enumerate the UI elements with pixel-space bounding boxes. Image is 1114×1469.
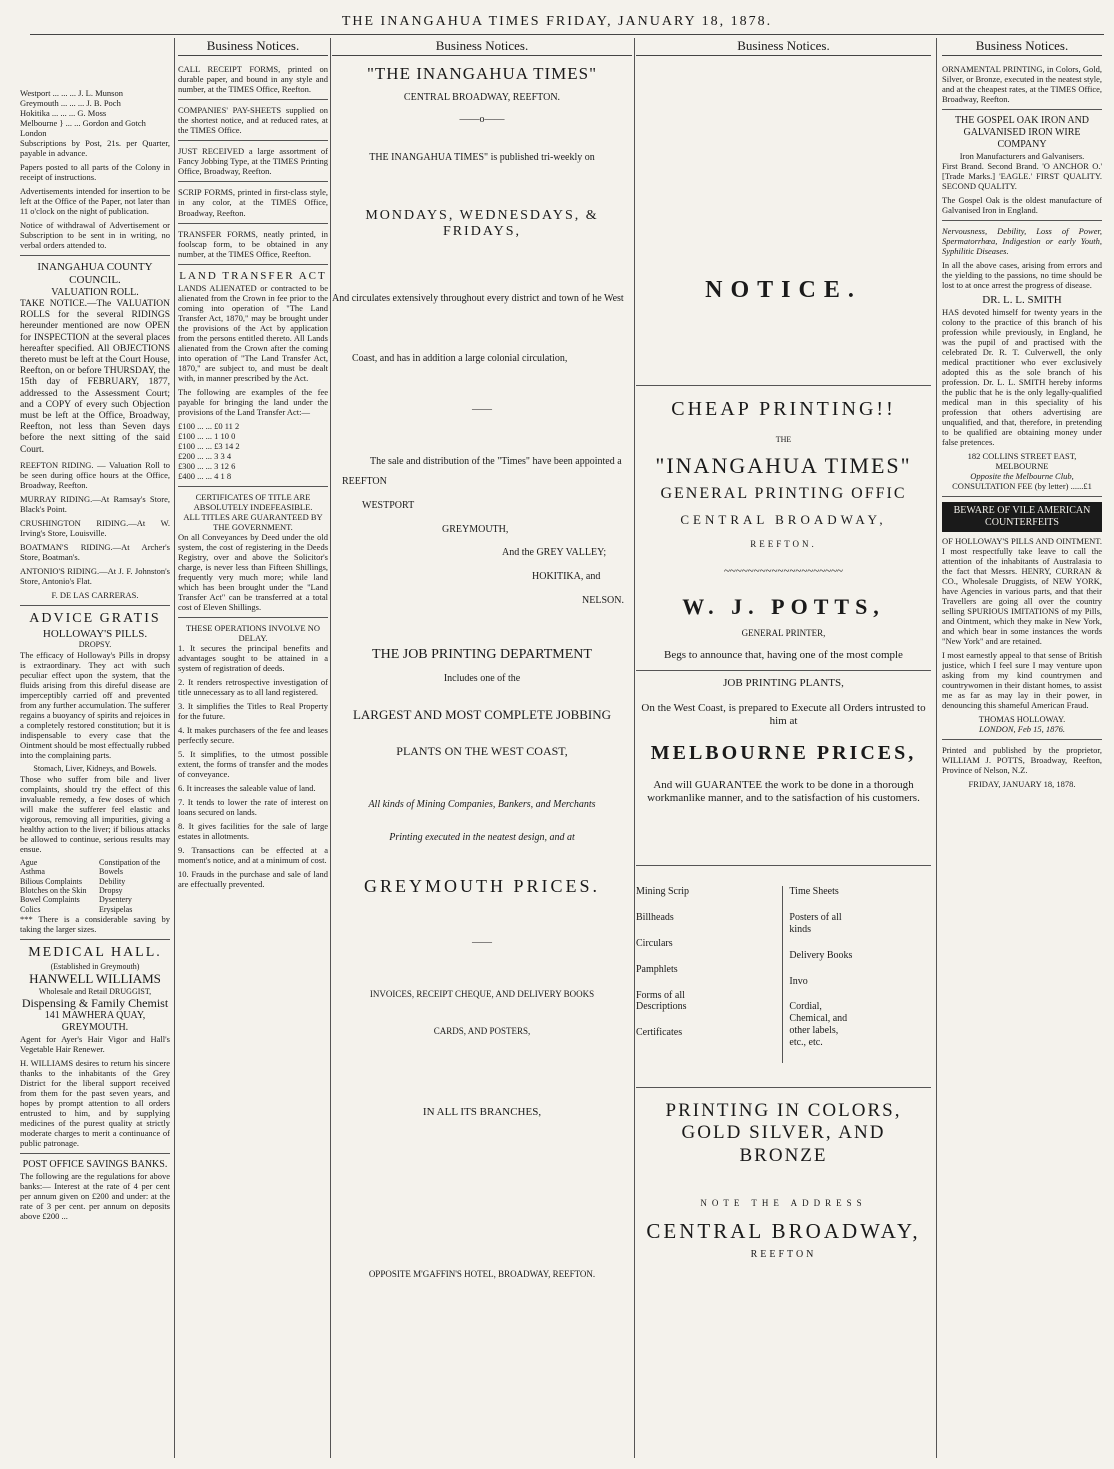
column-5	[942, 38, 1102, 1458]
agent-line: Westport ... ... ... J. L. Munson	[20, 88, 123, 98]
central-broadway-large: CENTRAL BROADWAY,	[646, 1218, 921, 1243]
council-notice: TAKE NOTICE.—The VALUATION ROLLS for the several RIDINGS hereunder mentioned are now OPEN for INSPECTION at the several places hereafter specified. All OBJECTIONS thereto must be left at the Court House, Reefton, on or before THURSDAY, the 15th day of FEBRUARY, 1877, addressed to the Assessment Court; and a COPY of every such Objection must be left at the Office, Broadway, Reefton, not less than Seven days before the next sitting of the said Court.	[20, 298, 170, 455]
lta-heading: LAND TRANSFER ACT	[179, 269, 327, 282]
holloway-signature: THOMAS HOLLOWAY.	[978, 714, 1066, 725]
nervousness-heading: Nervousness, Debility, Loss of Power, Spermatorrhœa, Indigestion or early Youth, Syphilitic Diseases.	[942, 225, 1102, 256]
colors-heading: PRINTING IN COLORS, GOLD SILVER, AND BRONZE	[665, 1099, 902, 1167]
saving-note: *** There is a considerable saving by taking the larger sizes.	[20, 914, 170, 935]
publication-days: MONDAYS, WEDNESDAYS, & FRIDAYS,	[365, 207, 599, 240]
diseases-list	[20, 858, 170, 915]
medical-address: 141 MAWHERA QUAY, GREYMOUTH.	[44, 1010, 146, 1033]
cards-text: CARDS, AND POSTERS,	[433, 1025, 531, 1036]
circulation-text: And circulates extensively throughout every district and town of he West	[332, 292, 624, 304]
town-item: WESTPORT	[362, 499, 415, 511]
advantage-item: 9. Transactions can be effected at a moment's notice, and at a minimum of cost.	[178, 845, 328, 866]
gospel-oak-note: The Gospel Oak is the oldest manufacture of Galvanised Iron in England.	[942, 194, 1102, 215]
column-header: Business Notices.	[942, 38, 1102, 56]
begs-text: Begs to announce that, having one of the most comple	[664, 648, 903, 661]
neat-text: Printing executed in the neatest design, and at	[389, 832, 575, 844]
delay-heading: THESE OPERATIONS INVOLVE NO DELAY.	[185, 623, 321, 644]
column-divider	[330, 38, 331, 1458]
dropsy-text: The efficacy of Holloway's Pills in dropsy is extraordinary. They act with such peculiar effect upon the system, that the fluids arising from this direful disease are imperceptibly carried off and prevented from any further accumulation. The sufferer regains a buoyancy of spirits and rejoices in a completely restored constitution; but it is indispensable to every case that the Ointment should be most effectually rubbed into the complaining parts.	[20, 649, 170, 761]
williams-text: H. WILLIAMS desires to return his sincere thanks to the inhabitants of the Grey District for the liberal support received from them for the past seven years, and hopes by prompt attention to all orders entrusted to him, and by supplying medicines of the purest quality at strictly moderate charges to merit a continuance of public patronage.	[20, 1057, 170, 1148]
town-item: HOKITIKA, and	[532, 571, 601, 583]
central-broadway: CENTRAL BROADWAY,	[680, 511, 887, 527]
hanwell-name: HANWELL WILLIAMS	[29, 971, 161, 987]
advantage-item: 8. It gives facilities for the sale of large estates in allotments.	[178, 821, 328, 842]
advantage-item: 2. It renders retrospective investigation of title unnecessary as to all land registered.	[178, 677, 328, 698]
service-item: Time Sheets	[789, 886, 839, 898]
service-item: Cordial, Chemical, and other labels, etc., etc.	[789, 1001, 848, 1048]
largest-heading: LARGEST AND MOST COMPLETE JOBBING	[352, 707, 612, 723]
dispensing-label: Dispensing & Family Chemist	[21, 996, 169, 1011]
advantage-item: 5. It simplifies, to the utmost possible extent, the forms of transfer and the modes of conveyance.	[178, 749, 328, 780]
appeal-text: I most earnestly appeal to that sense of British justice, which I feel sure I may venture upon asking from my kind countrymen and countrywomen in their distant homes, to assist me as far as may lay in their power, in denouncing this shameful American Fraud.	[942, 649, 1102, 711]
column-1	[20, 38, 170, 1458]
disease-item: Erysipelas	[99, 904, 133, 914]
subscription-note: Advertisements intended for insertion to be left at the Office of the Paper, not later than 11 o'clock on the night of publication.	[20, 186, 170, 217]
gospel-oak-sub: Iron Manufacturers and Galvanisers.	[959, 150, 1085, 161]
riding-item: MURRAY RIDING.—At Ramsay's Store, Black's Point.	[20, 493, 170, 514]
fee-line: £200 ... ... 3 3 4	[178, 450, 232, 461]
nervousness-text: In all the above cases, arising from errors and the yielding to the passions, no time should be lost to at once arrest the progress of disease.	[942, 259, 1102, 290]
beware-banner: BEWARE OF VILE AMERICAN COUNTERFEITS	[942, 502, 1102, 532]
service-item: Pamphlets	[636, 963, 678, 975]
riding-item: BOATMAN'S RIDING.—At Archer's Store, Boatman's.	[20, 541, 170, 562]
town-item: GREYMOUTH,	[442, 523, 509, 535]
town-item: And the GREY VALLEY;	[502, 547, 607, 559]
holloway-heading: HOLLOWAY'S PILLS.	[42, 627, 148, 640]
disease-item: Dropsy	[99, 885, 123, 895]
smith-address: 182 COLLINS STREET EAST, MELBOURNE	[967, 451, 1077, 472]
smith-opposite: Opposite the Melbourne Club,	[970, 471, 1074, 482]
invoices-text: INVOICES, RECEIPT CHEQUE, AND DELIVERY BOOKS	[369, 989, 595, 1000]
fee-line: £100 ... ... 1 10 0	[178, 430, 236, 441]
type-ad: JUST RECEIVED a large assortment of Fancy Jobbing Type, at the TIMES Printing Office, Broadway, Reefton.	[178, 146, 328, 177]
the-label: THE	[775, 435, 792, 445]
column-header: Business Notices.	[636, 38, 931, 56]
column-divider	[936, 38, 937, 1458]
times-title: "THE INANGAHUA TIMES"	[366, 64, 598, 84]
ornamental-ad: ORNAMENTAL PRINTING, in Colors, Gold, Silver, or Bronze, executed in the neatest style, and at the cheapest rates, at the TIMES Office, Broadway, Reefton.	[942, 64, 1102, 105]
cert-heading: CERTIFICATES OF TITLE ARE ABSOLUTELY INDEFEASIBLE.	[193, 491, 313, 512]
guarantee-text: And will GUARANTEE the work to be done in a thorough workmanlike manner, and to the satisfaction of his customers.	[647, 779, 920, 805]
transfer-ad: TRANSFER FORMS, neatly printed, in foolscap form, to be obtained in any number, at the TIMES Office, Reefton.	[178, 228, 328, 259]
riding-item: ANTONIO'S RIDING.—At J. F. Johnston's Store, Antonio's Flat.	[20, 565, 170, 586]
advantage-item: 3. It simplifies the Titles to Real Property for the future.	[178, 701, 328, 722]
disease-item: Asthma	[20, 867, 45, 877]
medical-hall-sub: (Established in Greymouth)	[50, 961, 140, 971]
greymouth-prices: GREYMOUTH PRICES.	[363, 876, 601, 897]
service-item: Certificates	[636, 1027, 683, 1039]
column-3: Business Notices. "THE INANGAHUA TIMES" CENTRAL BROADWAY, REEFTON. ——o—— THE INANGAHUA TIMES" is published tri-weekly on MONDAYS, WEDNESDAYS, & FRIDAYS, And circulates extensively throughout every district and town of he West Coast, and has in addition a large colonial circulation, —— The sale and distribution of the "Times" have been appointed a REEFTON WESTPORT GREYMOUTH, And the GREY VALLEY; HOKITIKA, and NELSON. THE JOB PRINTING DEPARTMENT Includes one of the LARGEST AND MOST COMPLETE JOBBING PLANTS ON THE WEST COAST, All kinds of Mining Companies, Bankers, and Merchants Printing executed in the neatest design, and at GREYMOUTH PRICES. —— INVOICES, RECEIPT CHEQUE, AND DELIVERY BOOKS CARDS, AND POSTERS, IN ALL ITS BRANCHES, OPPOSITE M'GAFFIN'S HOTEL, BROADWAY, REEFTON.	[332, 38, 632, 1458]
council-signature: F. DE LAS CARRERAS.	[51, 589, 139, 600]
advantages-list	[178, 643, 328, 889]
disease-item: Blotches on the Skin	[20, 885, 87, 895]
consultation-fee: CONSULTATION FEE (by letter) ......£1	[952, 481, 1092, 492]
brands-text: First Brand. Second Brand. 'O ANCHOR O.' [Trade Marks.] 'EAGLE.' FIRST QUALITY. SECOND QUALITY.	[942, 160, 1102, 191]
includes-text: Includes one of the	[443, 673, 521, 685]
agent-line: Greymouth ... ... ... J. B. Poch	[20, 98, 121, 109]
service-item: Forms of all Descriptions	[636, 989, 687, 1013]
services-table	[636, 886, 931, 1062]
gospel-oak-heading: THE GOSPEL OAK IRON AND GALVANISED IRON WIRE COMPANY	[954, 115, 1090, 150]
coast-text: Coast, and has in addition a large colonial circulation,	[352, 352, 568, 364]
fee-line: £300 ... ... 3 12 6	[178, 460, 236, 471]
payslips-ad: COMPANIES' PAY-SHEETS supplied on the shortest notice, and at reduced rates, at the TIMES Office.	[178, 105, 328, 136]
town-item: REEFTON	[342, 475, 387, 487]
column-4: Business Notices. NOTICE. CHEAP PRINTING!! THE "INANGAHUA TIMES" GENERAL PRINTING OFFIC CENTRAL BROADWAY, REEFTON. ~~~~~~~~~~~~~~~~~~~~ W. J. POTTS, GENERAL PRINTER, Begs to announce that, having one of the most comple JOB PRINTING PLANTS, On the West Coast, is prepared to Execute all Orders intrusted to him at MELBOURNE PRICES, And will GUARANTEE the work to be done in a thorough workmanlike manner, and to the satisfaction of his customers. Mining Scrip Billheads Circulars Pamphlets Forms of all Descriptions Certificates Time Sheets Posters of all kinds Delivery Books Invo Cordial, Chemical, and other labels, etc., etc. PRINTING IN COLORS, GOLD SILVER, AND BRONZE NOTE THE ADDRESS CENTRAL BROADWAY, REEFTON	[636, 38, 931, 1458]
agent-note: Agent for Ayer's Hair Vigor and Hall's Vegetable Hair Renewer.	[20, 1033, 170, 1054]
masthead-rule	[30, 34, 1104, 35]
scrip-ad: SCRIP FORMS, printed in first-class style, in any color, at the TIMES Office, Broadway, Reefton.	[178, 187, 328, 218]
advice-heading: ADVICE GRATIS	[29, 611, 161, 626]
savings-heading: POST OFFICE SAVINGS BANKS.	[22, 1158, 168, 1170]
subscription-note: Subscriptions by Post, 21s. per Quarter, payable in advance.	[20, 138, 170, 159]
job-printing-plants: JOB PRINTING PLANTS,	[636, 670, 931, 690]
reefton-label: REEFTON.	[750, 538, 817, 549]
dr-smith-text: HAS devoted himself for twenty years in the colony to the practice of this branch of his profession while previously, in England, he was the pupil of and practised with the celebrated Dr. R. T. Culverwell, the only medical practitioner who ever exclusively adopted this as the sole branch of his profession. Dr. L. L. SMITH hereby informs the public that he is the only legally-qualified medical man in this speciality of his profession that others advertising are unqualified, and that, therefore, in pretending to be qualified are obtaining money under false pretences.	[942, 306, 1102, 448]
imprint-date: FRIDAY, JANUARY 18, 1878.	[968, 779, 1076, 790]
agent-line: Hokitika ... ... ... G. Moss	[20, 108, 107, 119]
disease-item: Bowel Complaints	[20, 895, 80, 905]
lta-text: LANDS ALIENATED or contracted to be alienated from the Crown in fee prior to the coming into operation of "The Land Transfer Act, 1870," may be brought under the provisions of the Act by application from the persons entitled thereto. All Lands alienated from the Crown after the coming into operation of "The Land Transfer Act, 1870," are subject to, and must be dealt with, in manner prescribed by the Act.	[178, 282, 328, 383]
general-printing-office: GENERAL PRINTING OFFIC	[660, 484, 907, 502]
savings-text: The following are the regulations for above banks:— Interest at the rate of 4 per cent per annum given on £200 and under: at the rate of 3 per cent. per annum on deposits above £200 ...	[20, 1170, 170, 1221]
advantage-item: 4. It makes purchasers of the fee and leases perfectly secure.	[178, 725, 328, 746]
disease-item: Constipation of the Bowels	[99, 857, 161, 877]
service-item: Circulars	[636, 937, 673, 949]
guarantee-heading: ALL TITLES ARE GUARANTEED BY THE GOVERNMENT.	[183, 511, 323, 532]
west-coast-text: On the West Coast, is prepared to Execute all Orders intrusted to him at	[641, 701, 926, 727]
service-item: Delivery Books	[789, 949, 853, 961]
office-address: OPPOSITE M'GAFFIN'S HOTEL, BROADWAY, REEFTON.	[368, 1269, 596, 1280]
fee-line: £400 ... ... 4 1 8	[178, 470, 232, 481]
council-heading: INANGAHUA COUNTY COUNCIL.	[37, 261, 153, 287]
advantage-item: 7. It tends to lower the rate of interest on loans secured on lands.	[178, 797, 328, 818]
general-printer: GENERAL PRINTER,	[741, 628, 826, 639]
service-item: Posters of all kinds	[789, 912, 842, 935]
plants-heading: PLANTS ON THE WEST COAST,	[396, 744, 568, 759]
disease-item: Debility	[99, 876, 126, 886]
stomach-text: Those who suffer from bile and liver complaints, should try the effect of this invaluable remedy, a few doses of which will make the sufferer feel elastic and vigorous, removing all impurities, giving a healthy action to the liver; if bilious attacks be allowed to continue, serious results may ensue.	[20, 773, 170, 854]
sale-text: The sale and distribution of the "Times" have been appointed a	[370, 456, 622, 468]
service-item: Invo	[789, 975, 808, 987]
counterfeit-text: OF HOLLOWAY'S PILLS AND OINTMENT. I most respectfully take leave to call the attention of the inhabitants of Australasia to the fact that Messrs. HENRY, CURRAN & CO., Wholesale Druggists, of NEW YORK, have Agencies in various parts, and that their Travellers are going all over the country selling SPURIOUS IMITATIONS of my Pills, and Ointment, which they make in New York, and which bear in some instances the words "New York" and are retained.	[942, 535, 1102, 646]
fees-list	[178, 421, 328, 481]
column-divider	[174, 38, 175, 1458]
fees-text: The following are examples of the fee payable for bringing the land under the provisions of the Land Transfer Act:—	[178, 386, 328, 417]
masthead: THE INANGAHUA TIMES FRIDAY, JANUARY 18, 1878.	[341, 14, 773, 29]
signature-date: LONDON, Feb 15, 1876.	[979, 724, 1065, 735]
guarantee-text: On all Conveyances by Deed under the old system, the cost of registering in the Deeds Registry, over and above the Solicitor's charge, is never less than Fifteen Shillings, frequently very much more; while land which has been brought under the "Land Transfer Act" can be transferred at a total cost of Eleven Shillings.	[178, 531, 328, 612]
town-item: NELSON.	[582, 594, 624, 606]
column-2	[178, 38, 328, 1458]
advantage-item: 6. It increases the saleable value of land.	[178, 783, 316, 794]
published-note: THE INANGAHUA TIMES" is published tri-weekly on	[369, 151, 595, 163]
melbourne-prices: MELBOURNE PRICES,	[650, 741, 917, 764]
times-place: CENTRAL BROADWAY, REEFTON.	[403, 92, 561, 104]
printer-imprint: Printed and published by the proprietor, WILLIAM J. POTTS, Broadway, Reefton, Province of Nelson, N.Z.	[942, 745, 1102, 776]
cheap-printing-heading: CHEAP PRINTING!!	[671, 397, 896, 420]
note-address: NOTE THE ADDRESS	[700, 1197, 867, 1208]
agent-line: London	[20, 128, 47, 139]
column-divider	[634, 38, 635, 1458]
stomach-heading: Stomach, Liver, Kidneys, and Bowels.	[33, 764, 157, 774]
job-dept-heading: THE JOB PRINTING DEPARTMENT	[372, 646, 592, 662]
branches-text: IN ALL ITS BRANCHES,	[422, 1106, 542, 1119]
inangahua-times-title: "INANGAHUA TIMES"	[655, 452, 912, 478]
subscription-note: Notice of withdrawal of Advertisement or Subscription to be sent in in writing, no verbal orders attended to.	[20, 220, 170, 251]
druggist-label: Wholesale and Retail DRUGGIST,	[38, 986, 152, 996]
fee-line: £100 ... ... £3 14 2	[178, 440, 240, 451]
riding-item: REEFTON RIDING. — Valuation Roll to be seen during office hours at the Office, Broadway, Reefton.	[20, 459, 170, 490]
disease-item: Colics	[20, 904, 41, 914]
agent-line: Melbourne } ... ... Gordon and Gotch	[20, 118, 146, 129]
disease-item: Ague	[20, 857, 38, 867]
receipt-ad: CALL RECEIPT FORMS, printed on durable paper, and bound in any style and number, at the TIMES Office, Reefton.	[178, 64, 328, 95]
subscription-note: Papers posted to all parts of the Colony in receipt of instructions.	[20, 162, 170, 183]
column-header: Business Notices.	[332, 38, 632, 56]
advantage-item: 10. Frauds in the purchase and sale of land are effectually prevented.	[178, 869, 328, 890]
service-item: Mining Scrip	[636, 886, 690, 898]
agents-list	[20, 88, 170, 138]
notice-heading: NOTICE.	[705, 277, 862, 304]
disease-item: Dysentery	[99, 895, 132, 905]
disease-item: Bilious Complaints	[20, 876, 83, 886]
dropsy-heading: DROPSY.	[78, 640, 112, 650]
riding-item: CRUSHINGTON RIDING.—At W. Irving's Store, Louisville.	[20, 517, 170, 538]
dr-smith-heading: DR. L. L. SMITH	[982, 293, 1062, 306]
fee-line: £100 ... ... £0 11 2	[178, 420, 240, 431]
service-item: Billheads	[636, 912, 674, 924]
advantage-item: 1. It secures the principal benefits and advantages sought to be attained in a system of registration of deeds.	[178, 643, 328, 674]
council-subheading: VALUATION ROLL.	[51, 287, 139, 299]
column-header: Business Notices.	[178, 38, 328, 56]
medical-hall-heading: MEDICAL HALL.	[28, 945, 162, 961]
kinds-text: All kinds of Mining Companies, Bankers, and Merchants	[368, 798, 596, 810]
reefton-small: REEFTON	[750, 1249, 817, 1261]
potts-name: W. J. POTTS,	[682, 594, 885, 620]
